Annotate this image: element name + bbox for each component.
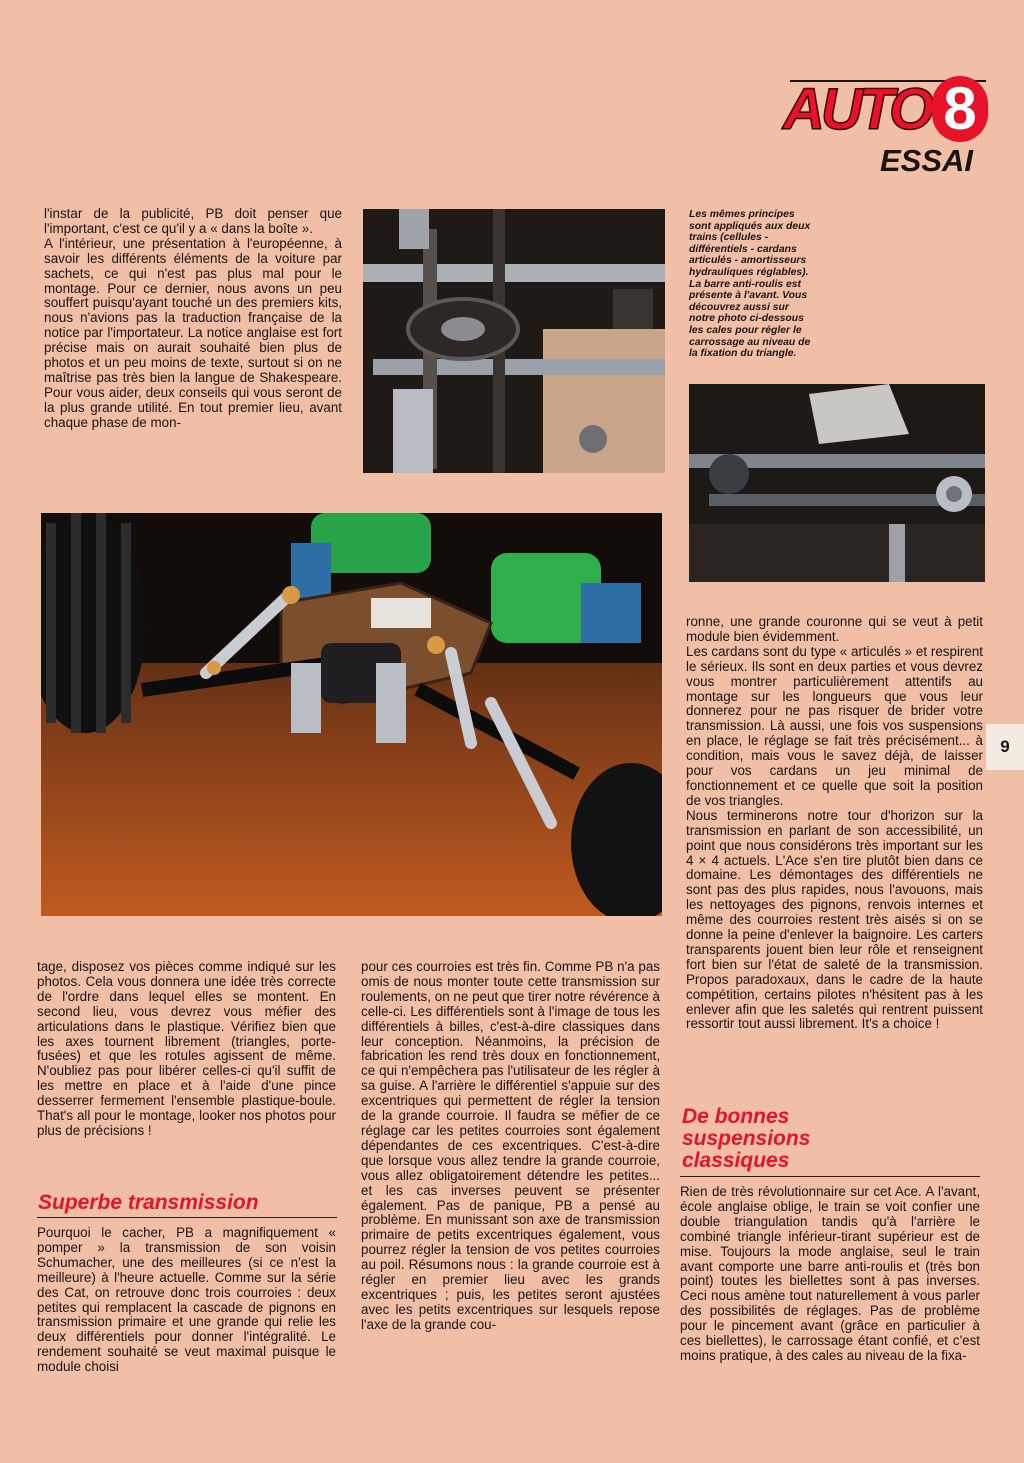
- auto8-logo-text: AUTO: [783, 77, 931, 142]
- col1: [37, 960, 336, 1139]
- col1-text: tage, disposez vos pièces comme indiqué sur les photos. Cela vous donnera une idée très correcte de l'ordre dans lequel elles se montent. En second lieu, vous devrez vous méfier des articulations dans le plastique. Vérifiez bien que les axes tournent librement (triangles, porte-fusées) et que les rotules agissent de même. N'oubliez pas pour libérer celles-ci qu'il suffit de les mettre en place et à l'aide d'une pince desserrer fermement l'ensemble plastique-boule. That's all pour le montage, looker nos photos pour plus de précisions !: [37, 959, 336, 1138]
- intro-column: [44, 207, 342, 431]
- intro-text: l'instar de la publicité, PB doit penser que l'important, c'est ce qu'il y a « dans la boîte ». A l'intérieur, une présentation à l'européenne, à savoir les différents éléments de la voiture par sachets, ce qui n'est pas plus mal pour le montage. Pour ce dernier, nous avons un peu souffert puisqu'ayant touché un des premiers kits, nous n'avions pas la traduction française de la notice par l'importateur. La notice anglaise est fort précise mais on aurait souhaité bien plus de photos et un peu moins de texte, surtout si on ne maîtrise pas très bien la langue de Shakespeare. Pour vous aider, deux conseils qui vous seront de la plus grande utilité. En tout premier lieu, avant chaque phase de mon-: [44, 206, 342, 430]
- col2-text: pour ces courroies est très fin. Comme PB n'a pas omis de nous monter toute cette transmission sur roulements, on ne peut que tirer notre révérence à celle-ci. Les différentiels sont à l'image de tous les différentiels à billes, c'est-à-dire classiques dans leur conception. Néanmoins, la précision de fabrication les rend très doux en fonctionnement, ce qui n'empêchera pas l'utilisateur de les régler à sa guise. A l'arrière le différentiel s'appuie sur des excentriques qui permettent de régler la tension de la grande courroie. Il faudra se méfier de ce réglage car les petites courroies sont également dépendantes de ces excentriques. C'est-à-dire que lorsque vous allez tendre la grande courroie, vous allez obligatoirement détendre les petites... et les cas inverses peuvent se présenter également. Pas de panique, PB a pensé au problème. En munissant son axe de transmission primaire de petits excentriques également, vous pourrez régler la tension de vos petites courroies au poil. Résumons nous : la grande courroie est à régler en premier lieu avec les grands excentriques ; puis, les petites seront ajustées avec les petits excentriques sur lesquels repose l'axe de la grande cou-: [361, 959, 660, 1332]
- col3b: [680, 1185, 980, 1364]
- photo-suspension-closeup: [363, 209, 665, 473]
- page-number-tab: 9: [986, 724, 1024, 770]
- heading-superbe-transmission: Superbe transmission: [38, 1191, 259, 1214]
- col1b-text: Pourquoi le cacher, PB a magnifiquement « pomper » la transmission de son voisin Schumacher, une des meilleures (si ce n'est la meilleure) à l'heure actuelle. Comme sur la série des Cat, on retrouve donc trois courroies : deux petites qui remplacent la cascade de pignons en transmission primaire et une grande qui relie les deux différentiels pour donner l'intégralité. Le rendement souhaité se veut maximal puisque le module choisi: [37, 1225, 336, 1375]
- photo-buggy-front: [41, 513, 662, 916]
- col2: [361, 960, 660, 1333]
- col3b-text: Rien de très révolutionnaire sur cet Ace. A l'avant, école anglaise oblige, le train se voit confier une double triangulation tandis qu'à l'arrière le combiné triangle inférieur-tirant supérieur est de mise. Toujours la mode anglaise, seul le train avant comporte une barre anti-roulis et (très bon point) toutes les biellettes sont à pas inverses. Ceci nous amène tout naturellement à vous parler des possibilités de réglages. Pas de problème pour le pincement avant (grâce en particulier à ces biellettes), le carrossage étant confié, et c'est moins pratique, à des cales au niveau de la fixa-: [680, 1184, 980, 1363]
- section-label: ESSAI: [880, 143, 974, 178]
- heading-de-bonnes-suspensions: De bonnes suspensions classiques: [682, 1105, 811, 1172]
- photo-caption: Les mêmes principes sont appliqués aux deux trains (cellules - différentiels - cardans articulés - amortisseurs hydrauliques réglables). La barre anti-roulis est présente à l'avant. Vous découvrez aussi sur notre photo ci-dessous les cales pour régler le carrossage au niveau de la fixation du triangle.: [689, 209, 811, 360]
- col3-text: ronne, une grande couronne qui se veut à petit module bien évidemment. Les cardans sont du type « articulés » et respirent le sérieux. Ils sont en deux parties et vous devrez vous montrer particulièrement attentifs au montage sur les longueurs que vous leur donnerez pour ne pas risquer de brider votre transmission. Là aussi, une fois vos suspensions en place, le réglage se fait très précisément... à condition, mais vous le savez déjà, de laisser pour vos cardans un jeu minimal de fonctionnement et ce quelle que soit la position de vos triangles. Nous terminerons notre tour d'horizon sur la transmission en parlant de son accessibilité, un point que nous considérons très important sur les 4 × 4 actuels. L'Ace s'en tire plutôt bien dans ce domaine. Les démontages des différentiels ne sont pas des plus rapides, nous l'avouons, mais les nettoyages des pignons, renvois internes et même des courroies restent très aisés si on se donne la peine d'enlever la baignoire. Les carters transparents jouent bien leur rôle et renseignent fort bien sur l'état de saleté de la transmission. Propos paradoxaux, dans le cadre de la haute compétition, certains pilotes n'hésitent pas à les enlever afin que les saletés qui rentrent puissent ressortir tout aussi librement. It's a choice !: [686, 614, 983, 1032]
- col1b: [37, 1226, 336, 1375]
- photo-chassis-detail: [689, 384, 985, 582]
- auto8-logo-number: 8: [932, 76, 988, 142]
- heading1-rule: [37, 1217, 337, 1218]
- heading2-rule: [680, 1176, 980, 1177]
- col3-top: [686, 615, 983, 1032]
